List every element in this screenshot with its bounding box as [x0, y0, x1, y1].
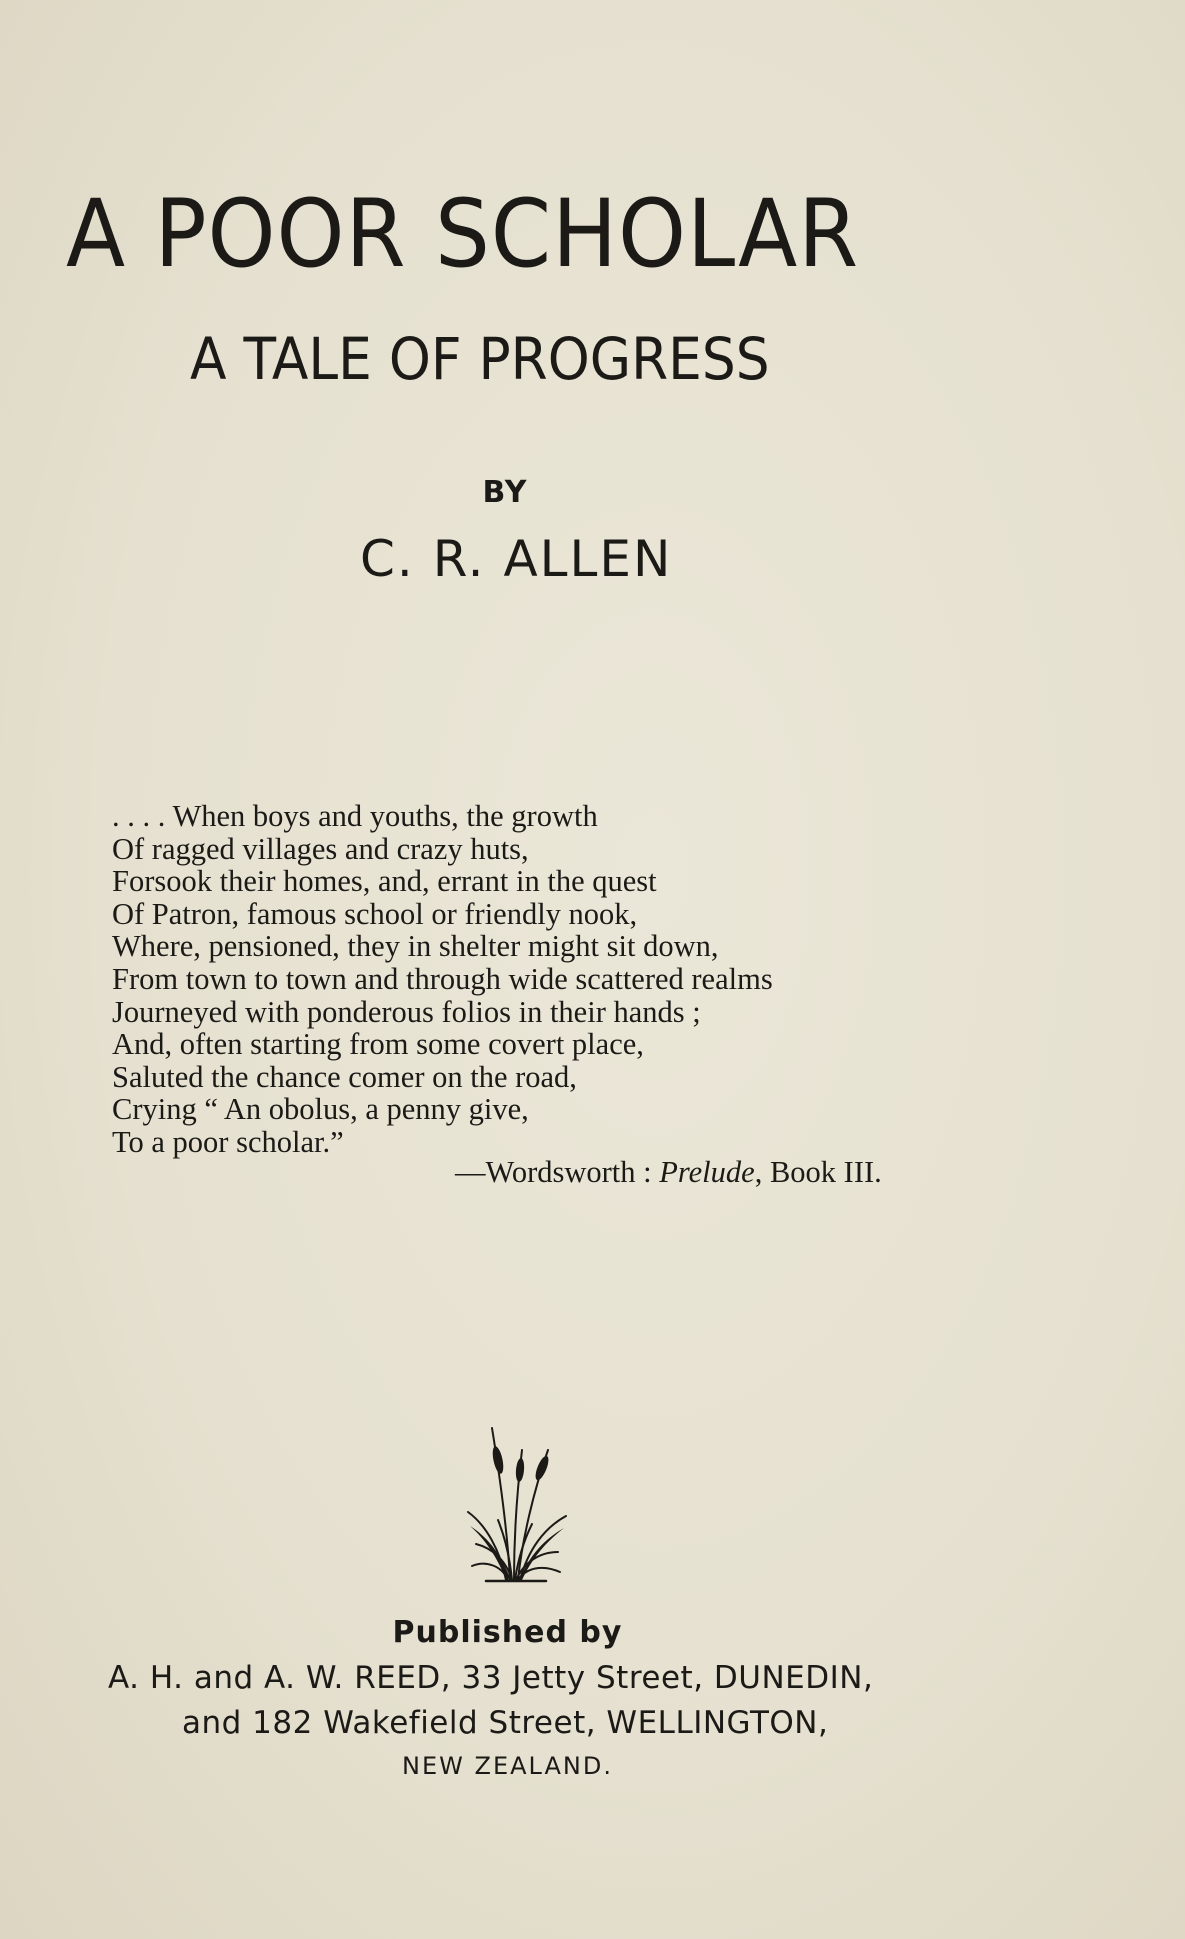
poem-line: Of ragged villages and crazy huts,: [112, 831, 529, 866]
epigraph-attribution: [455, 1155, 882, 1190]
poem-line: And, often starting from some covert place,: [112, 1027, 644, 1062]
publisher-country: NEW ZEALAND.: [402, 1752, 613, 1780]
book-title: A POOR SCHOLAR: [66, 180, 860, 289]
poem-line: Saluted the chance comer on the road,: [112, 1059, 577, 1094]
attribution-work: Prelude: [659, 1155, 755, 1189]
bulrush-emblem-icon: [462, 1420, 572, 1590]
poem-line: . . . . When boys and youths, the growth: [112, 799, 598, 833]
epigraph-poem: [112, 800, 992, 1159]
attribution-author: —Wordsworth :: [455, 1155, 660, 1189]
poem-line: Forsook their homes, and, errant in the quest: [112, 864, 657, 899]
book-subtitle: A TALE OF PROGRESS: [190, 325, 770, 393]
poem-line: Journeyed with ponderous folios in their hands ;: [112, 994, 701, 1029]
poem-line: To a poor scholar.”: [112, 1124, 344, 1159]
by-label: BY: [482, 475, 528, 510]
author-name: C. R. ALLEN: [360, 530, 673, 588]
poem-line: Crying “ An obolus, a penny give,: [112, 1092, 529, 1127]
poem-line: Where, pensioned, they in shelter might sit down,: [112, 929, 719, 964]
attribution-book: , Book III.: [754, 1155, 882, 1189]
publisher-address-line2: and 182 Wakefield Street, WELLINGTON,: [182, 1705, 829, 1741]
published-by-label: Published by: [392, 1615, 623, 1650]
publisher-address-line1: A. H. and A. W. REED, 33 Jetty Street, DUNEDIN,: [108, 1660, 874, 1696]
poem-line: From town to town and through wide scattered realms: [112, 961, 773, 996]
poem-line: Of Patron, famous school or friendly nook,: [112, 896, 638, 931]
